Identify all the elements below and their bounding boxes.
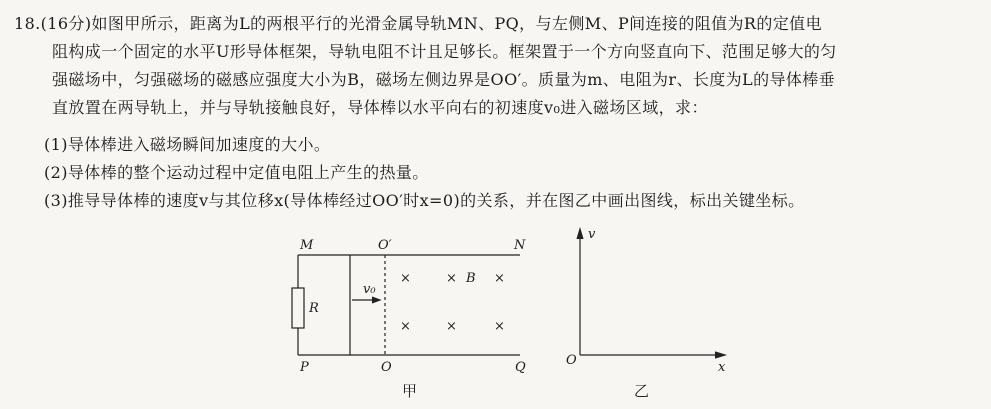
problem-line-2: 阻构成一个固定的水平U形导体框架，导轨电阻不计且足够长。框架置于一个方向竖直向下、范围足够大的匀 [52,42,837,61]
caption-yi: 乙 [634,382,650,400]
problem-line-3: 强磁场中，匀强磁场的磁感应强度大小为B，磁场左侧边界是OO′。质量为m、电阻为r、长度为L的导体棒垂 [52,70,836,89]
problem-line-4: 直放置在两导轨上，并与导轨接触良好，导体棒以水平向右的初速度v₀进入磁场区域，求： [52,98,708,117]
question-1: (1)导体棒进入磁场瞬间加速度的大小。 [44,135,331,154]
velocity-arrowhead [372,297,380,303]
x-axis-arrowhead [715,352,725,358]
question-2: (2)导体棒的整个运动过程中定值电阻上产生的热量。 [44,163,429,182]
field-mark-3: × [494,271,505,286]
figure-yi [577,229,725,358]
figure-yi-labels [566,227,726,400]
question-3: (3)推导导体棒的速度v与其位移x(导体棒经过OO′时x=0)的关系，并在图乙中画出图线，标出关键坐标。 [44,191,805,210]
field-mark-2: × [446,271,457,286]
field-mark-5: × [446,319,457,334]
figure-jia-labels [299,238,526,400]
resistor [292,288,304,328]
caption-jia: 甲 [402,382,418,400]
v-axis-arrowhead [577,229,583,239]
field-mark-4: × [400,319,411,334]
axis-label-x: x [718,360,726,375]
origin-label: O [566,353,577,368]
figure-jia [292,255,520,355]
label-R: R [309,301,319,316]
axis-label-v: v [588,227,596,242]
label-M: M [300,238,314,253]
label-B: B [466,271,476,286]
label-O: O [381,360,392,375]
label-Q: Q [515,360,526,375]
field-mark-1: × [400,271,411,286]
label-O-prime: O′ [378,238,392,253]
field-mark-6: × [494,319,505,334]
label-N: N [514,238,526,253]
problem-line-1: 18.(16分)如图甲所示，距离为L的两根平行的光滑金属导轨MN、PQ，与左侧M、P间连接的阻值为R的定值电 [14,14,822,33]
label-v0: v₀ [363,282,376,297]
label-P: P [300,360,309,375]
